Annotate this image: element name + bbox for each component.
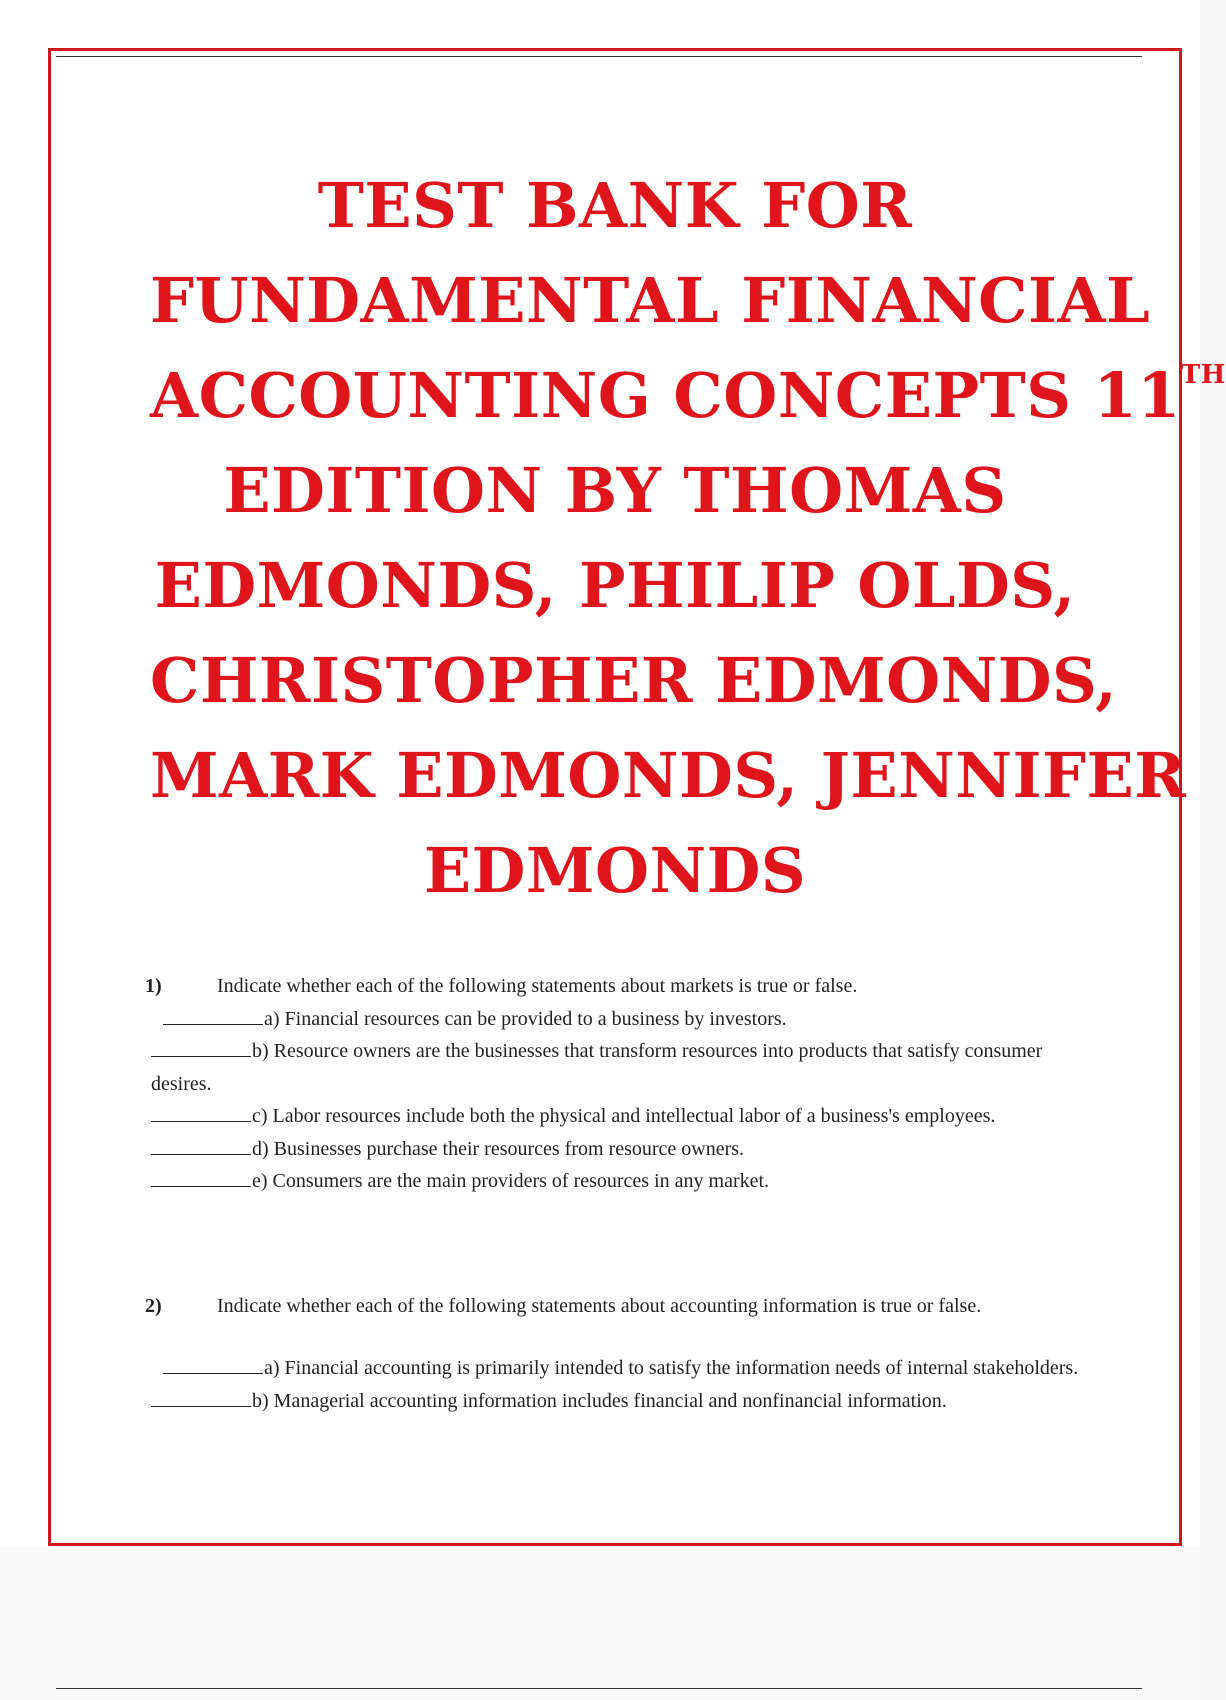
bottom-rule	[56, 1688, 1142, 1689]
spacer	[145, 1198, 1085, 1290]
question-header	[145, 970, 1085, 1003]
statement-item	[145, 1100, 1085, 1133]
title-line: EDMONDS	[423, 834, 807, 907]
spacer	[145, 1322, 1085, 1352]
title-line	[150, 348, 1226, 443]
question-prompt: Indicate whether each of the following statements about accounting information is true or false.	[217, 1294, 982, 1317]
title-line: FUNDAMENTAL FINANCIAL	[150, 264, 1151, 337]
statement-text: b) Managerial accounting information includes financial and nonfinancial information.	[252, 1389, 947, 1412]
document-title	[150, 158, 1226, 918]
question-number: 1)	[145, 975, 162, 997]
answer-blank[interactable]	[151, 1038, 251, 1057]
answer-blank[interactable]	[151, 1136, 251, 1155]
statement-text: b) Resource owners are the businesses that transform resources into products that satisfy consumer desires.	[151, 1040, 1043, 1095]
answer-blank[interactable]	[163, 1006, 263, 1025]
statement-text: c) Labor resources include both the physical and intellectual labor of a business's employees.	[252, 1105, 996, 1127]
answer-blank[interactable]	[151, 1103, 251, 1122]
title-superscript: TH	[1180, 360, 1226, 390]
title-line-text: ACCOUNTING CONCEPTS 11	[150, 359, 1181, 432]
title-line: EDITION BY THOMAS	[223, 454, 1007, 527]
statement-text: a) Financial accounting is primarily intended to satisfy the information needs of internal stakeholders.	[264, 1357, 1079, 1379]
title-line: TEST BANK FOR	[317, 169, 913, 242]
page-footer-area	[0, 1546, 1200, 1700]
statement-text: e) Consumers are the main providers of resources in any market.	[252, 1170, 770, 1192]
statement-item	[145, 1385, 1085, 1418]
questions-body	[145, 970, 1085, 1417]
statement-text: d) Businesses purchase their resources from resource owners.	[252, 1137, 745, 1160]
question-number: 2)	[145, 1294, 162, 1317]
title-line: MARK EDMONDS, JENNIFER	[150, 739, 1187, 812]
answer-blank[interactable]	[151, 1388, 251, 1407]
statement-item	[145, 1035, 1085, 1100]
statement-item	[145, 1165, 1085, 1198]
statement-item	[145, 1133, 1085, 1166]
statement-item	[145, 1003, 1085, 1036]
answer-blank[interactable]	[163, 1355, 263, 1374]
question-header	[145, 1290, 1085, 1323]
title-line: CHRISTOPHER EDMONDS,	[150, 644, 1118, 717]
question-prompt: Indicate whether each of the following statements about markets is true or false.	[217, 975, 858, 997]
answer-blank[interactable]	[151, 1168, 251, 1187]
title-line: EDMONDS, PHILIP OLDS,	[154, 549, 1076, 622]
statement-item	[145, 1352, 1085, 1385]
statement-text: a) Financial resources can be provided to a business by investors.	[264, 1007, 787, 1030]
